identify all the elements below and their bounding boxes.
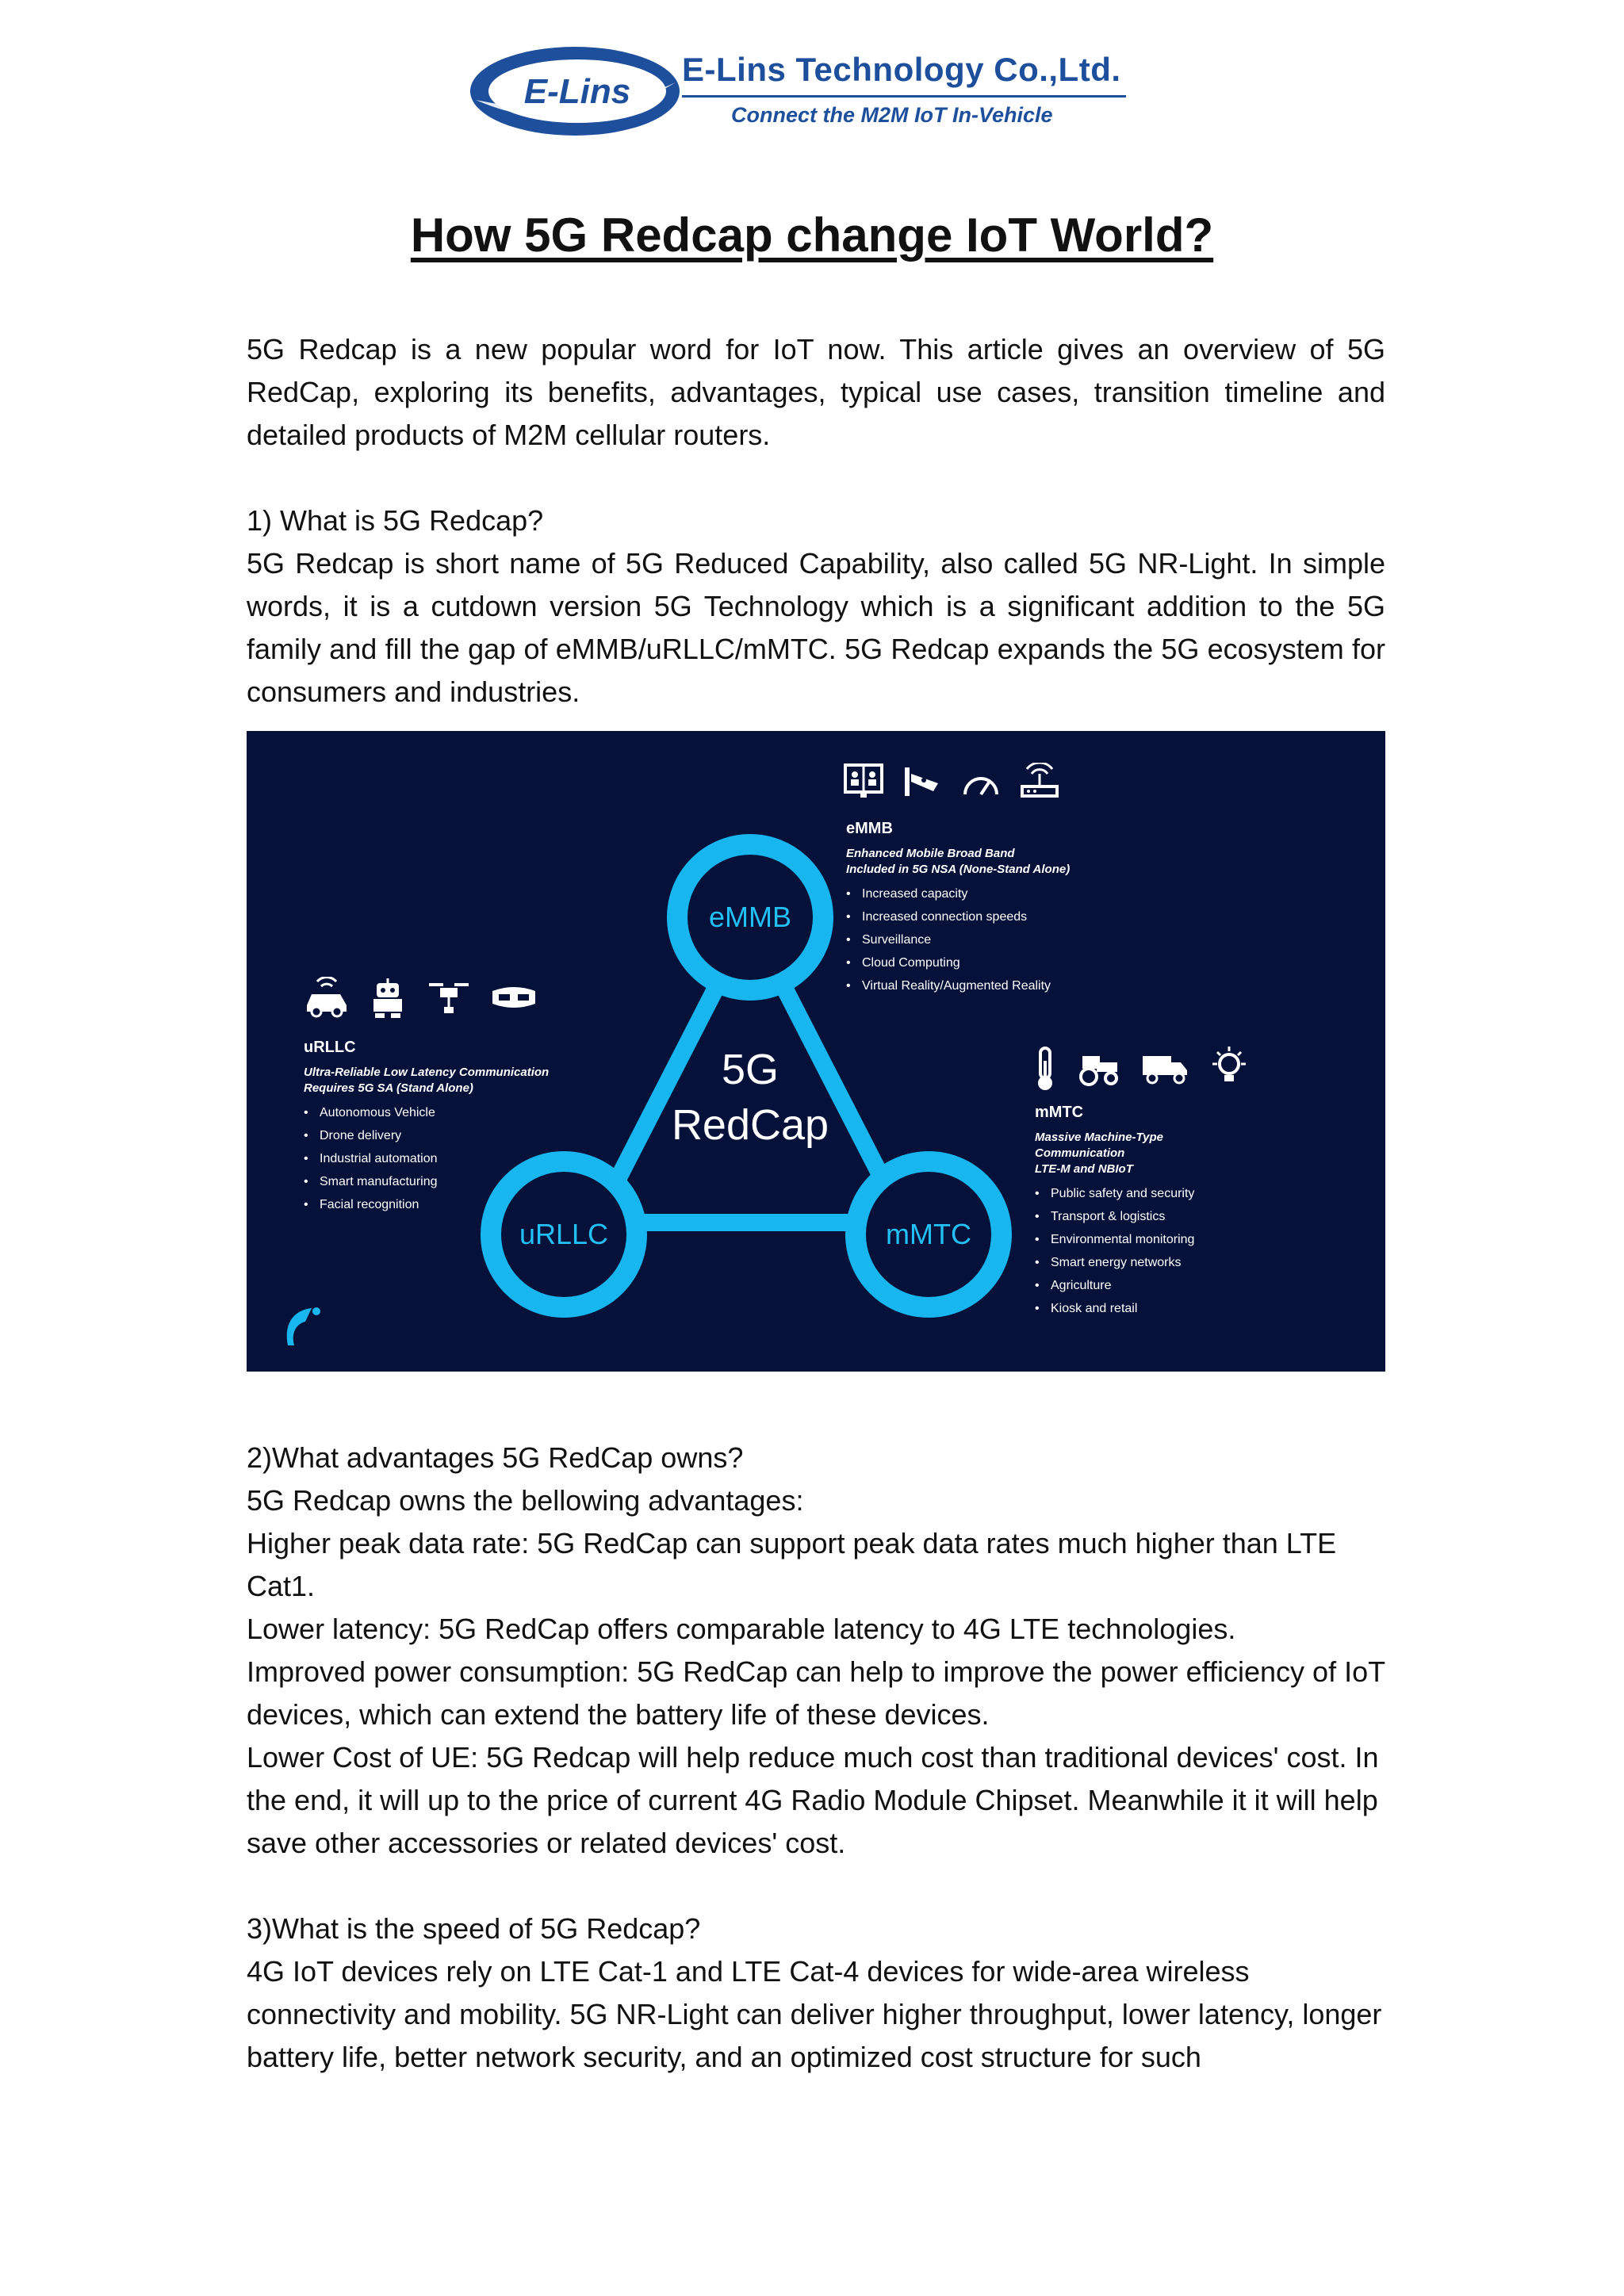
list-item: • Kiosk and retail bbox=[1035, 1297, 1368, 1320]
list-item: • Autonomous Vehicle bbox=[304, 1101, 637, 1124]
embb-panel bbox=[846, 820, 1179, 997]
advantage-power: Improved power consumption: 5G RedCap can help to improve the power efficiency of IoT devices, which can extend the battery life of these devices. bbox=[247, 1655, 1385, 1731]
list-item: • Smart manufacturing bbox=[304, 1170, 637, 1193]
truck-icon bbox=[1139, 1045, 1190, 1089]
light-bulb-icon bbox=[1208, 1045, 1251, 1089]
section-intro: 5G Redcap owns the bellowing advantages: bbox=[247, 1484, 804, 1517]
embb-icon-row bbox=[843, 763, 1060, 801]
list-item: • Surveillance bbox=[846, 928, 1179, 951]
list-item: • Increased capacity bbox=[846, 882, 1179, 905]
urllc-list bbox=[304, 1101, 637, 1216]
drone-icon bbox=[426, 977, 472, 1018]
tractor-icon bbox=[1076, 1045, 1122, 1089]
urllc-sub1: Ultra-Reliable Low Latency Communication bbox=[304, 1066, 550, 1079]
list-item: • Smart energy networks bbox=[1035, 1251, 1368, 1274]
redcap-infographic bbox=[247, 731, 1385, 1372]
urllc-icon-row bbox=[304, 977, 538, 1018]
mmtc-sub1: Massive Machine-Type bbox=[1035, 1131, 1164, 1144]
robot-icon bbox=[367, 977, 408, 1018]
center-label-5g: 5G bbox=[721, 1046, 779, 1093]
list-item: • Facial recognition bbox=[304, 1193, 637, 1216]
node-label-mmtc: mMTC bbox=[886, 1218, 971, 1250]
list-item: • Industrial automation bbox=[304, 1147, 637, 1170]
section-speed bbox=[247, 1908, 1385, 2079]
section-heading: 3)What is the speed of 5G Redcap? bbox=[247, 1912, 701, 1945]
list-item: • Increased connection speeds bbox=[846, 905, 1179, 928]
embb-title: eMMB bbox=[846, 820, 893, 837]
company-name: E-Lins Technology Co.,Ltd. bbox=[682, 51, 1121, 88]
video-conference-icon bbox=[843, 763, 884, 801]
connected-car-icon bbox=[304, 977, 350, 1018]
brand-dot-icon bbox=[312, 1307, 320, 1315]
company-tagline: Connect the M2M IoT In-Vehicle bbox=[731, 103, 1053, 127]
advantage-latency: Lower latency: 5G RedCap offers comparable latency to 4G LTE technologies. bbox=[247, 1613, 1236, 1645]
mmtc-sub2: Communication bbox=[1035, 1146, 1125, 1160]
surveillance-camera-icon bbox=[902, 763, 943, 801]
list-item: • Virtual Reality/Augmented Reality bbox=[846, 974, 1179, 997]
embb-list bbox=[846, 882, 1179, 997]
router-icon bbox=[1019, 763, 1060, 801]
speedometer-icon bbox=[960, 763, 1002, 801]
section-what-is-redcap bbox=[247, 499, 1385, 714]
vr-headset-icon bbox=[489, 977, 538, 1018]
list-item: • Public safety and security bbox=[1035, 1182, 1368, 1205]
list-item: • Drone delivery bbox=[304, 1124, 637, 1147]
section-heading: 2)What advantages 5G RedCap owns? bbox=[247, 1441, 744, 1474]
section-heading: 1) What is 5G Redcap? bbox=[247, 504, 544, 537]
node-label-urllc: uRLLC bbox=[519, 1218, 609, 1250]
mmtc-icon-row bbox=[1032, 1045, 1251, 1093]
page-header bbox=[0, 40, 1624, 143]
list-item: • Transport & logistics bbox=[1035, 1205, 1368, 1228]
list-item: • Environmental monitoring bbox=[1035, 1228, 1368, 1251]
page-title: How 5G Redcap change IoT World? bbox=[410, 209, 1214, 262]
elins-logo-icon bbox=[468, 44, 682, 138]
mmtc-title: mMTC bbox=[1035, 1104, 1084, 1121]
mmtc-sub3: LTE-M and NBIoT bbox=[1035, 1162, 1133, 1176]
advantage-peak-rate: Higher peak data rate: 5G RedCap can support peak data rates much higher than LTE Cat1. bbox=[247, 1527, 1337, 1602]
mmtc-list bbox=[1035, 1182, 1368, 1320]
advantage-cost: Lower Cost of UE: 5G Redcap will help reduce much cost than traditional devices' cost. In the end, it will up to the price of current 4G Radio Module Chipset. Meanwhile it it will help save other accessories or related devices' cost. bbox=[247, 1741, 1379, 1859]
list-item: • Agriculture bbox=[1035, 1274, 1368, 1297]
center-label-redcap: RedCap bbox=[671, 1101, 829, 1149]
intro-paragraph: 5G Redcap is a new popular word for IoT now. This article gives an overview of 5G RedCap, exploring its benefits, advantages, typical use cases, transition timeline and detailed products of M2M cellular routers. bbox=[247, 333, 1385, 451]
embb-sub1: Enhanced Mobile Broad Band bbox=[846, 847, 1015, 860]
header-rule bbox=[682, 95, 1126, 98]
brand-mark-icon bbox=[287, 1308, 312, 1345]
logo-text: E-Lins bbox=[523, 72, 631, 111]
thermometer-icon bbox=[1032, 1045, 1059, 1093]
mmtc-panel bbox=[1035, 1104, 1368, 1320]
urllc-title: uRLLC bbox=[304, 1039, 356, 1056]
section-body: 5G Redcap is short name of 5G Reduced Capability, also called 5G NR-Light. In simple words, it is a cutdown version 5G Technology which is a significant addition to the 5G family and fill the gap of eMMB/uRLLC/mMTC. 5G Redcap expands the 5G ecosystem for consumers and industries. bbox=[247, 547, 1385, 708]
node-label-embb: eMMB bbox=[708, 901, 792, 933]
section-body: 4G IoT devices rely on LTE Cat-1 and LTE Cat-4 devices for wide-area wireless connectivity and mobility. 5G NR-Light can deliver higher throughput, lower latency, longer battery life, better network security, and an optimized cost structure for such bbox=[247, 1955, 1382, 2073]
section-advantages bbox=[247, 1437, 1385, 1865]
list-item: • Cloud Computing bbox=[846, 951, 1179, 974]
embb-sub2: Included in 5G NSA (None-Stand Alone) bbox=[846, 863, 1071, 876]
urllc-panel bbox=[304, 1039, 637, 1216]
urllc-sub2: Requires 5G SA (Stand Alone) bbox=[304, 1081, 473, 1095]
